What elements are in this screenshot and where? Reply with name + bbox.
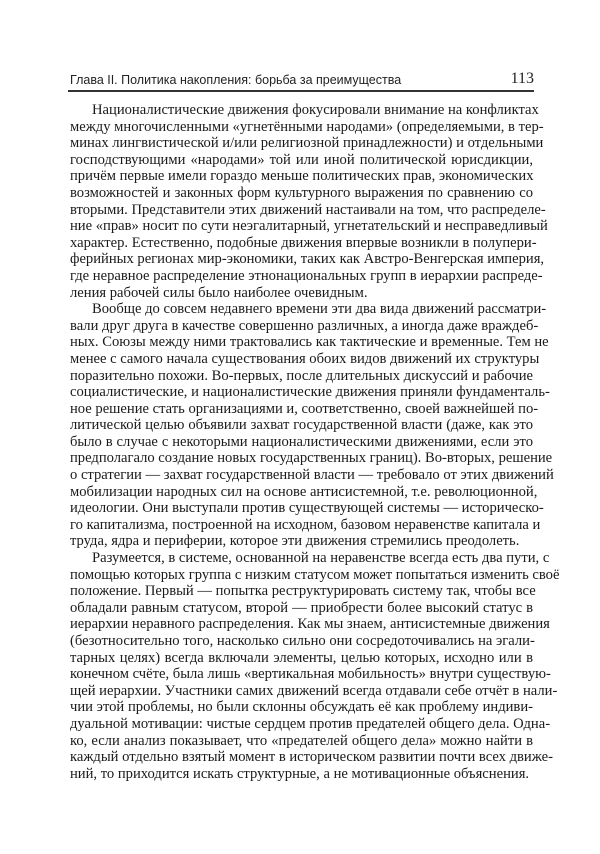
text-line: социалистические, и националистические движения приняли фундаменталь- xyxy=(70,384,550,401)
text-line: характер. Естественно, подобные движения впервые возникли в полупери- xyxy=(70,234,537,251)
text-line: минах лингвистической и/или религиозной принадлежности) и отдельными xyxy=(70,135,544,152)
text-line: ко, если анализ показывает, что «предателей общего дела» можно найти в xyxy=(70,732,533,749)
paragraph xyxy=(70,102,548,301)
page-number: 113 xyxy=(510,70,534,87)
text-line: было в случае с некоторыми националистическими движениями, если это xyxy=(70,433,533,450)
text-line: помощью которых группа с низким статусом может попытаться изменить своё xyxy=(70,566,560,583)
text-line: обладали равным статусом, второй — приобрести более высокий статус в xyxy=(70,599,533,616)
text-line: идеологии. Они выступали против существующей системы — историческо- xyxy=(70,500,544,517)
text-line: конечном счёте, была лишь «вертикальная мобильность» внутри существую- xyxy=(70,666,551,683)
text-line: (безотносительно того, насколько сильно они сосредоточивались на эгали- xyxy=(70,633,535,649)
text-line: о стратегии — захват государственной власти — требовало от этих движений xyxy=(70,467,554,484)
paragraph xyxy=(70,301,554,550)
text-line: предполагало создание новых государственных границ). Во-вторых, решение xyxy=(70,450,553,467)
text-line: ных. Союзы между ними трактовались как тактические и временные. Тем не xyxy=(70,334,549,351)
text-line: причём первые имели гораздо меньше политических прав, экономических xyxy=(70,168,534,185)
text-line: Разумеется, в системе, основанной на неравенстве всегда есть два пути, с xyxy=(92,550,550,567)
text-line: вторыми. Представители этих движений настаивали на том, что распределе- xyxy=(70,201,546,218)
text-line: Националистические движения фокусировали внимание на конфликтах xyxy=(92,102,539,118)
running-header xyxy=(68,68,534,92)
text-line: Вообще до совсем недавнего времени эти два вида движений рассматри- xyxy=(92,301,547,318)
text-line: между многочисленными «угнетёнными народами» (определяемыми, в тер- xyxy=(70,118,544,135)
text-line: иерархии неравного распределения. Как мы знаем, антисистемные движения xyxy=(70,616,550,633)
text-line: ное решение стать организациями и, соответственно, своей важнейшей по- xyxy=(70,400,539,417)
chapter-title: Глава II. Политика накопления: борьба за преимущества xyxy=(70,73,402,87)
text-line: ферийных регионах мир-экономики, таких как Австро-Венгерская империя, xyxy=(70,251,545,268)
text-line: го капитализма, построенной на исходном, базовом неравенстве капитала и xyxy=(70,516,541,533)
paragraph xyxy=(70,550,560,782)
text-line: литической целью объявили захват государственной власти (даже, как это xyxy=(70,417,533,434)
text-line: чии этой проблемы, но были склонны обсуждать её как проблему индиви- xyxy=(70,699,533,716)
text-line: щей иерархии. Участники самих движений всегда отдавали себе отчёт в нали- xyxy=(70,682,558,699)
body-text xyxy=(70,102,560,782)
text-line: возможностей и законных форм культурного выражения по сравнению со xyxy=(70,184,533,201)
text-line: положение. Первый — попытка реструктурировать систему так, чтобы все xyxy=(70,583,536,600)
text-line: где неравное распределение этнонациональных групп в иерархии распреде- xyxy=(70,267,543,284)
text-line: вали друг друга в качестве совершенно различных, а иногда даже враждеб- xyxy=(70,317,539,334)
text-line: ние «прав» носит по сути неэгалитарный, угнетательский и несправедливый xyxy=(70,218,548,235)
text-line: труда, ядра и периферии, которое эти движения стремились преодолеть. xyxy=(70,533,520,550)
text-line: тарных целях) всегда включали элементы, целью которых, исходно или в xyxy=(70,649,533,666)
text-line: господствующими «народами» той или иной политической юрисдикции, xyxy=(70,151,533,168)
text-line: ления рабочей силы было наиболее очевидным. xyxy=(70,284,368,301)
text-line: мобилизации народных сил на основе антисистемной, т.е. революционной, xyxy=(70,483,538,500)
text-line: поразительно похожи. Во-первых, после длительных дискуссий и рабочие xyxy=(70,367,533,384)
text-line: ний, то приходится искать структурные, а не мотивационные объяснения. xyxy=(70,765,530,782)
text-line: каждый отдельно взятый момент в историческом развитии почти всех движе- xyxy=(70,749,553,766)
text-line: дуальной мотивации: чистые сердцем против предателей общего дела. Одна- xyxy=(70,715,551,732)
text-line: менее с самого начала существования обоих видов движений их структуры xyxy=(70,350,540,367)
